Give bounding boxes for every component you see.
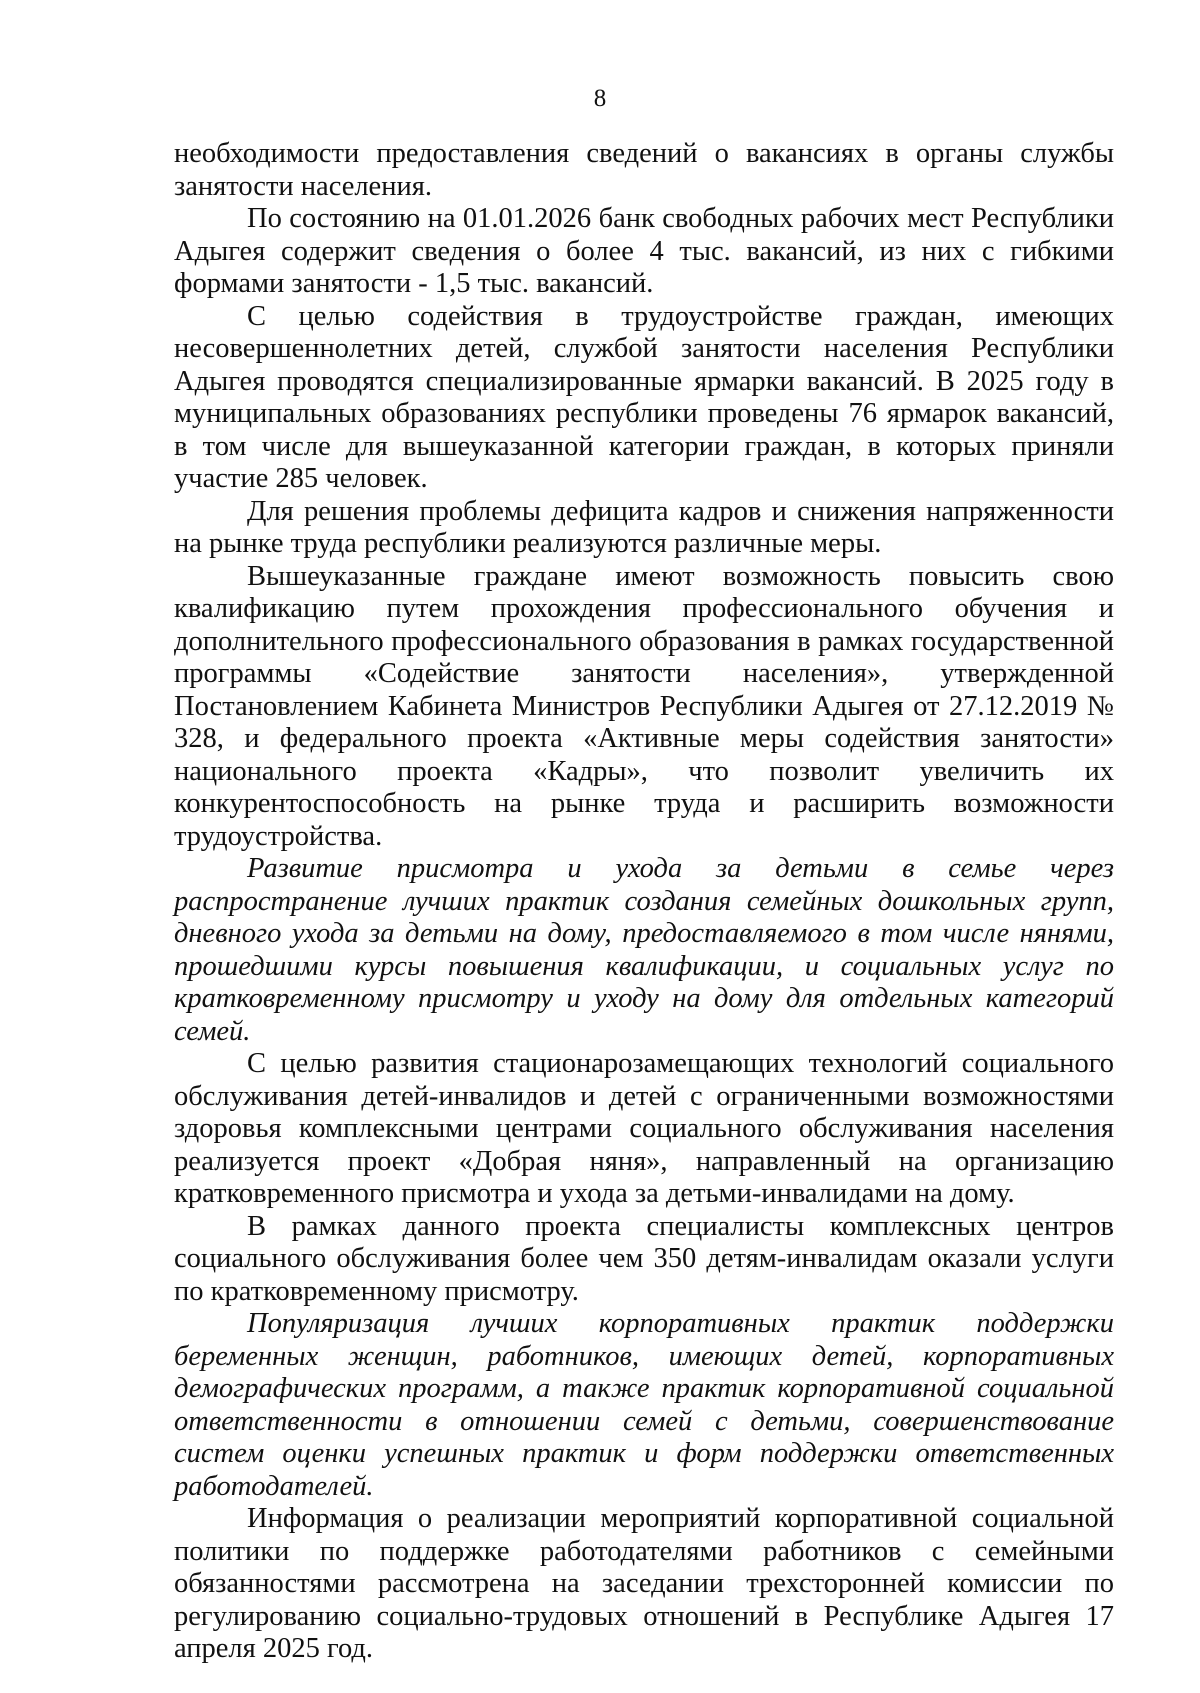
- paragraph-job-fairs: С целью содействия в трудоустройстве граждан, имеющих несовершеннолетних детей, службой занятости населения Республики Адыгея проводятся специализированные ярмарки вакансий. В 2025 году в муниципальных образованиях республики проведены 76 ярмарок вакансий, в том числе для вышеуказанной категории граждан, в которых приняли участие 285 человек.: [174, 300, 1114, 494]
- paragraph-vacancy-bank: По состоянию на 01.01.2026 банк свободных рабочих мест Республики Адыгея содержит сведения о более 4 тыс. вакансий, из них с гибкими формами занятости - 1,5 тыс. вакансий.: [174, 203, 1114, 299]
- section-heading-corporate-practices: Популяризация лучших корпоративных практик поддержки беременных женщин, работников, имеющих детей, корпоративных демографических программ, а также практик корпоративной социальной ответственности в отношении семей с детьми, совершенствование систем оценки успешных практик и форм поддержки ответственных работодателей.: [174, 1308, 1114, 1502]
- page-number: 8: [593, 85, 607, 112]
- section-heading-childcare: Развитие присмотра и ухода за детьми в семье через распространение лучших практик создания семейных дошкольных групп, дневного ухода за детьми на дому, предоставляемого в том числе нянями, прошедшими курсы повышения квалификации, и социальных услуг по кратковременному присмотру и уходу на дому для отдельных категорий семей.: [174, 853, 1114, 1047]
- paragraph-staff-shortage: Для решения проблемы дефицита кадров и снижения напряженности на рынке труда республики реализуются различные меры.: [174, 495, 1114, 559]
- paragraph-tripartite-commission: Информация о реализации мероприятий корпоративной социальной политики по поддержке работодателями работников с семейными обязанностями рассмотрена на заседании трехсторонней комиссии по регулированию социально-трудовых отношений в Республике Адыгея 17 апреля 2025 год.: [174, 1503, 1114, 1664]
- paragraph-good-nanny-project: С целью развития стационарозамещающих технологий социального обслуживания детей-инвалидов и детей с ограниченными возможностями здоровья комплексными центрами социального обслуживания населения реализуется проект «Добрая няня», направленный на организацию кратковременного присмотра и ухода за детьми-инвалидами на дому.: [174, 1048, 1114, 1209]
- document-body: [174, 138, 1114, 1666]
- paragraph-project-results: В рамках данного проекта специалисты комплексных центров социального обслуживания более чем 350 детям-инвалидам оказали услуги по кратковременному присмотру.: [174, 1210, 1114, 1307]
- paragraph-qualification: Вышеуказанные граждане имеют возможность повысить свою квалификацию путем прохождения профессионального обучения и дополнительного профессионального образования в рамках государственной программы «Содействие занятости населения», утвержденной Постановлением Кабинета Министров Республики Адыгея от 27.12.2019 № 328, и федерального проекта «Активные меры содействия занятости» национального проекта «Кадры», что позволит увеличить их конкурентоспособность на рынке труда и расширить возможности трудоустройства.: [174, 560, 1114, 852]
- paragraph-continuation: необходимости предоставления сведений о вакансиях в органы службы занятости населения.: [174, 138, 1114, 202]
